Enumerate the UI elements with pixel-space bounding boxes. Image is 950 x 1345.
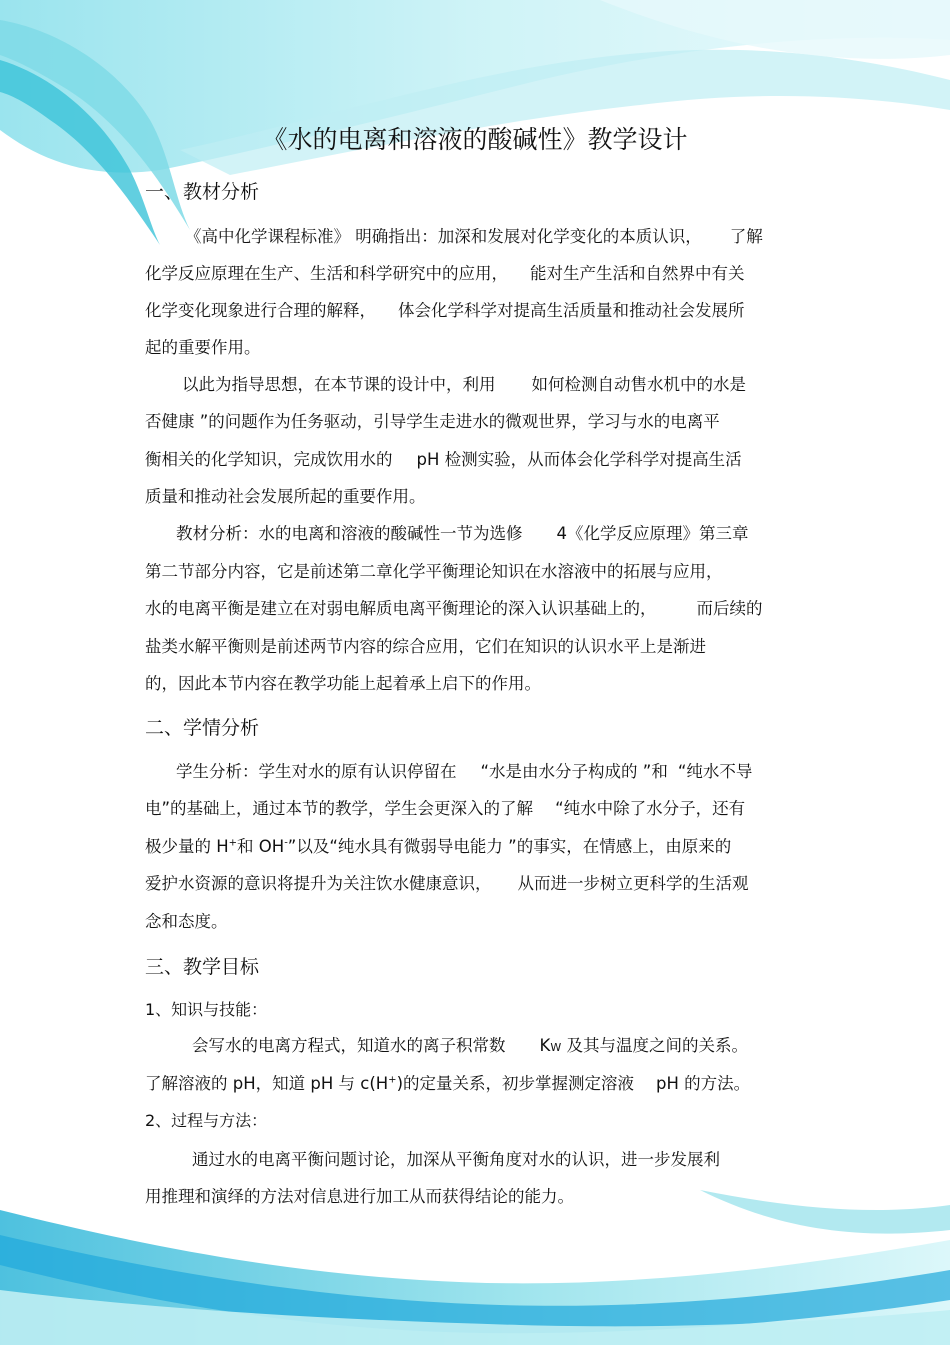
document-page: 《水的电离和溶液的酸碱性》教学设计 一、教材分析 《高中化学课程标准》 明确指出：加深和发展对化学变化的本质认识， 了解 化学反应原理在生产、生活和科学研究中的应用， 能对生产生活和自然界中有关 化学变化现象进行合理的解释， 体会化学科学对提高生活质量和推动社会发展所 起的重要作用。 以此为指导思想，在本节课的设计中，利用 如何检测自动售水机中的水是 否健康 ”的问题作为任务驱动，引导学生走进水的微观世界，学习与水的电离平 衡相关的化学知识，完成饮用水的 pH 检测实验，从而体会化学科学对提高生活 质量和推动社会发展所起的重要作用。 教材分析：水的电离和溶液的酸碱性一节为选修 4《化学反应原理》第三章 第二节部分内容，它是前述第二章化学平衡理论知识在水溶液中的拓展与应用， 水的电离平衡是建立在对弱电解质电离平衡理论的深入认识基础上的， 而后续的 盐类水解平衡则是前述两节内容的综合应用，它们在知识的认识水平上是渐进 的，因此本节内容在教学功能上起着承上启下的作用。 二、学情分析 学生分析：学生对水的原有认识停留在 “水是由水分子构成的 ”和 “纯水不导 电”的基础上，通过本节的教学，学生会更深入的了解 “纯水中除了水分子，还有 极少量的 H+和 OH-”以及“纯水具有微弱导电能力 ”的事实，在情感上，由原来的 爱护水资源的意识将提升为关注饮水健康意识， 从而进一步树立更科学的生活观 念和态度。 三、教学目标 1、知识与技能： 会写水的电离方程式，知道水的离子积常数 KW 及其与温度之间的关系。 了解溶液的 pH，知道 pH 与 c(H+)的定量关系，初步掌握测定溶液 pH 的方法。 2、过程与方法： 通过水的电离平衡问题讨论，加深从平衡角度对水的认识，进一步发展利 用推理和演绎的方法对信息进行加工从而获得结论的能力。 <box>0 0 950 1345</box>
subsection-label-process-methods: 2、过程与方法： <box>145 1111 268 1130</box>
subsection-label-knowledge-skills: 1、知识与技能： <box>145 1000 268 1019</box>
section-heading-student-analysis: 二、学情分析 <box>145 717 260 739</box>
section-heading-teaching-objectives: 三、教学目标 <box>145 956 260 978</box>
document-title: 《水的电离和溶液的酸碱性》教学设计 <box>262 125 688 154</box>
section-heading-textbook-analysis: 一、教材分析 <box>145 181 260 203</box>
